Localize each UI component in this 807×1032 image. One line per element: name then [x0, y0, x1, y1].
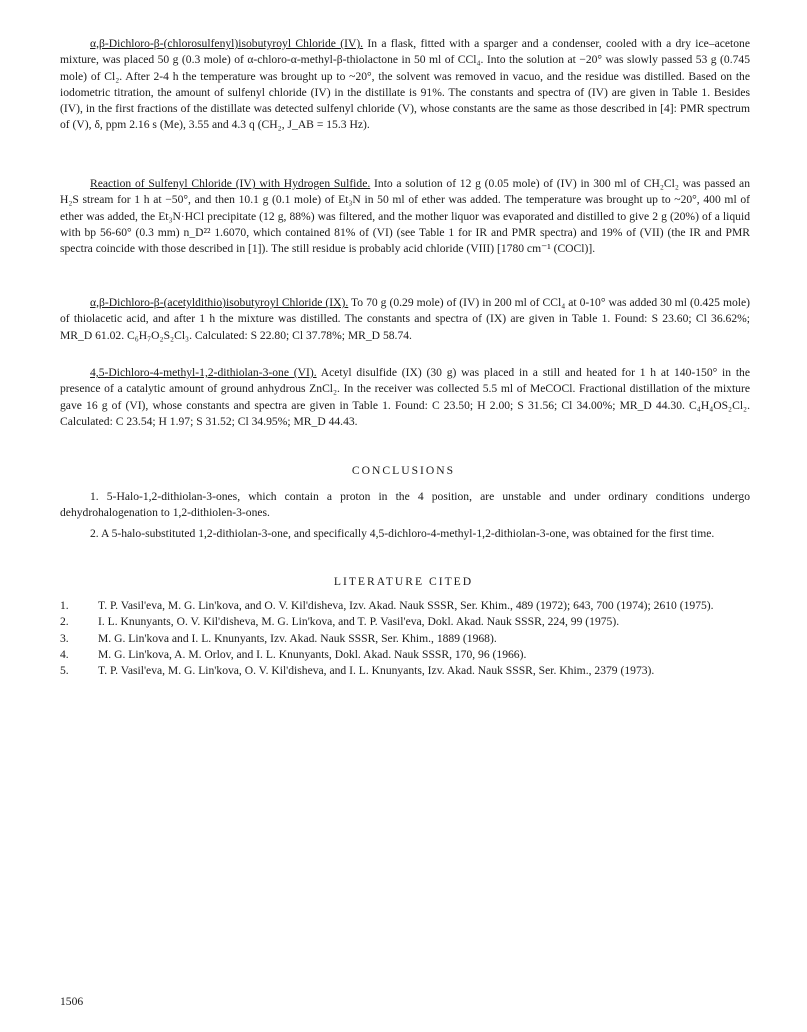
- reference-number: 4.: [60, 647, 69, 661]
- reference-number: 5.: [60, 664, 69, 678]
- paragraph-ix-preparation: [60, 295, 750, 344]
- paragraph-title: α,β-Dichloro-β-(acetyldithio)isobutyroyl Chloride (IX).: [90, 296, 349, 309]
- reference-list: [60, 598, 760, 679]
- reference-item: [60, 614, 760, 630]
- reference-item: [60, 663, 760, 679]
- reference-text: I. L. Knunyants, O. V. Kil'disheva, M. G. Lin'kova, and T. P. Vasil'eva, Dokl. Akad. Nauk SSSR, 224, 99 (1975).: [98, 615, 620, 629]
- paragraph-body: In a flask, fitted with a sparger and a condenser, cooled with a dry ice–acetone mixture, was placed 50 g (0.3 mole) of α-chloro-α-methyl-β-thiolactone in 50 ml of CCl₄. Into the solution at −20° was slowly passed 53 g (0.745 mole) of Cl₂. After 2-4 h the temperature was brought up to ~20°, the solvent was removed in vacuo, and the residue was distilled. Based on the iodometric titration, the amount of sulfenyl chloride (IV) in the distillate is 91%. The constants and spectra of (IV) are given in Table 1. Besides (IV), in the first fractions of the distillate was detected sulfenyl chloride (V), whose constants are the same as those described in [4]: PMR spectrum of (V), δ, ppm 2.16 s (Me), 3.55 and 4.3 q (CH₂, J_AB = 15.3 Hz).: [60, 37, 750, 132]
- paragraph-body: Into a solution of 12 g (0.05 mole) of (IV) in 300 ml of CH₂Cl₂ was passed an H₂S stream for 1 h at −50°, and then 10.1 g (0.1 mole) of Et₃N in 50 ml of ether was added. The temperature was brought up to ~20°, 400 ml of ether was added, the Et₃N·HCl precipitate (12 g, 88%) was filtered, and the mother liquor was evaporated and distilled to give 2 g (20%) of a liquid with bp 56-60° (0.3 mm) n_D²² 1.6070, which contained 81% of (VI) (see Table 1 for IR and PMR spectra) and 19% of (VII) (the IR and PMR spectra coincide with those described in [1]). The still residue is probably acid chloride (VIII) [1780 cm⁻¹ (COCl)].: [60, 177, 750, 256]
- literature-heading: LITERATURE CITED: [333, 575, 474, 588]
- page-number: 1506: [60, 995, 84, 1008]
- conclusion-item-1: 1. 5-Halo-1,2-dithiolan-3-ones, which contain a proton in the 4 position, are unstable and under ordinary conditions undergo dehydrohalogenation to 1,2-dithiolen-3-ones.: [60, 490, 750, 520]
- reference-text: T. P. Vasil'eva, M. G. Lin'kova, and O. V. Kil'disheva, Izv. Akad. Nauk SSSR, Ser. Khim., 489 (1972); 643, 700 (1974); 2610 (1975).: [98, 599, 714, 612]
- reference-number: 2.: [60, 615, 69, 629]
- paragraph-body: To 70 g (0.29 mole) of (IV) in 200 ml of CCl₄ at 0-10° was added 30 ml (0.425 mole) of thiolacetic acid, and after 1 h the mixture was distilled. The constants and spectra of (IX) are given in Table 1. Found: S 23.60; Cl 36.62%; MR_D 61.02. C₆H₇O₂S₂Cl₃. Calculated: S 22.80; Cl 37.78%; MR_D 58.74.: [60, 296, 750, 342]
- paragraph-title: Reaction of Sulfenyl Chloride (IV) with Hydrogen Sulfide.: [90, 177, 371, 190]
- reference-number: 1.: [60, 599, 69, 612]
- paragraph-vi-preparation: [60, 365, 750, 430]
- reference-item: [60, 631, 760, 647]
- paragraph-title: α,β-Dichloro-β-(chlorosulfenyl)isobutyroyl Chloride (IV).: [90, 37, 364, 50]
- paragraph-h2s-reaction: [60, 176, 750, 257]
- paragraph-title: 4,5-Dichloro-4-methyl-1,2-dithiolan-3-one (VI).: [90, 366, 317, 379]
- reference-text: T. P. Vasil'eva, M. G. Lin'kova, O. V. Kil'disheva, and I. L. Knunyants, Izv. Akad. Nauk SSSR, Ser. Khim., 2379 (1973).: [98, 664, 655, 678]
- reference-text: M. G. Lin'kova, A. M. Orlov, and I. L. Knunyants, Dokl. Akad. Nauk SSSR, 170, 96 (1966).: [98, 647, 527, 661]
- conclusion-item-2: 2. A 5-halo-substituted 1,2-dithiolan-3-one, and specifically 4,5-dichloro-4-methyl-1,2-dithiolan-3-one, was obtained for the first time.: [90, 527, 715, 540]
- reference-text: M. G. Lin'kova and I. L. Knunyants, Izv. Akad. Nauk SSSR, Ser. Khim., 1889 (1968).: [98, 631, 497, 645]
- conclusions-heading: CONCLUSIONS: [351, 464, 456, 477]
- paragraph-iv-preparation: [60, 36, 750, 134]
- reference-number: 3.: [60, 631, 69, 645]
- reference-item: [60, 647, 760, 663]
- paragraph-body: Acetyl disulfide (IX) (30 g) was placed in a still and heated for 1 h at 140-150° in the presence of a catalytic amount of ground anhydrous ZnCl₂. In the receiver was collected 5.5 ml of MeCOCl. Fractional distillation of the mixture gave 16 g of (VI), whose constants and spectra are given in Table 1. Found: C 23.50; H 2.00; S 31.56; Cl 34.00%; MR_D 44.30. C₄H₄OS₂Cl₂. Calculated: C 23.54; H 1.97; S 31.52; Cl 34.95%; MR_D 44.43.: [60, 366, 750, 428]
- reference-item: [60, 598, 760, 614]
